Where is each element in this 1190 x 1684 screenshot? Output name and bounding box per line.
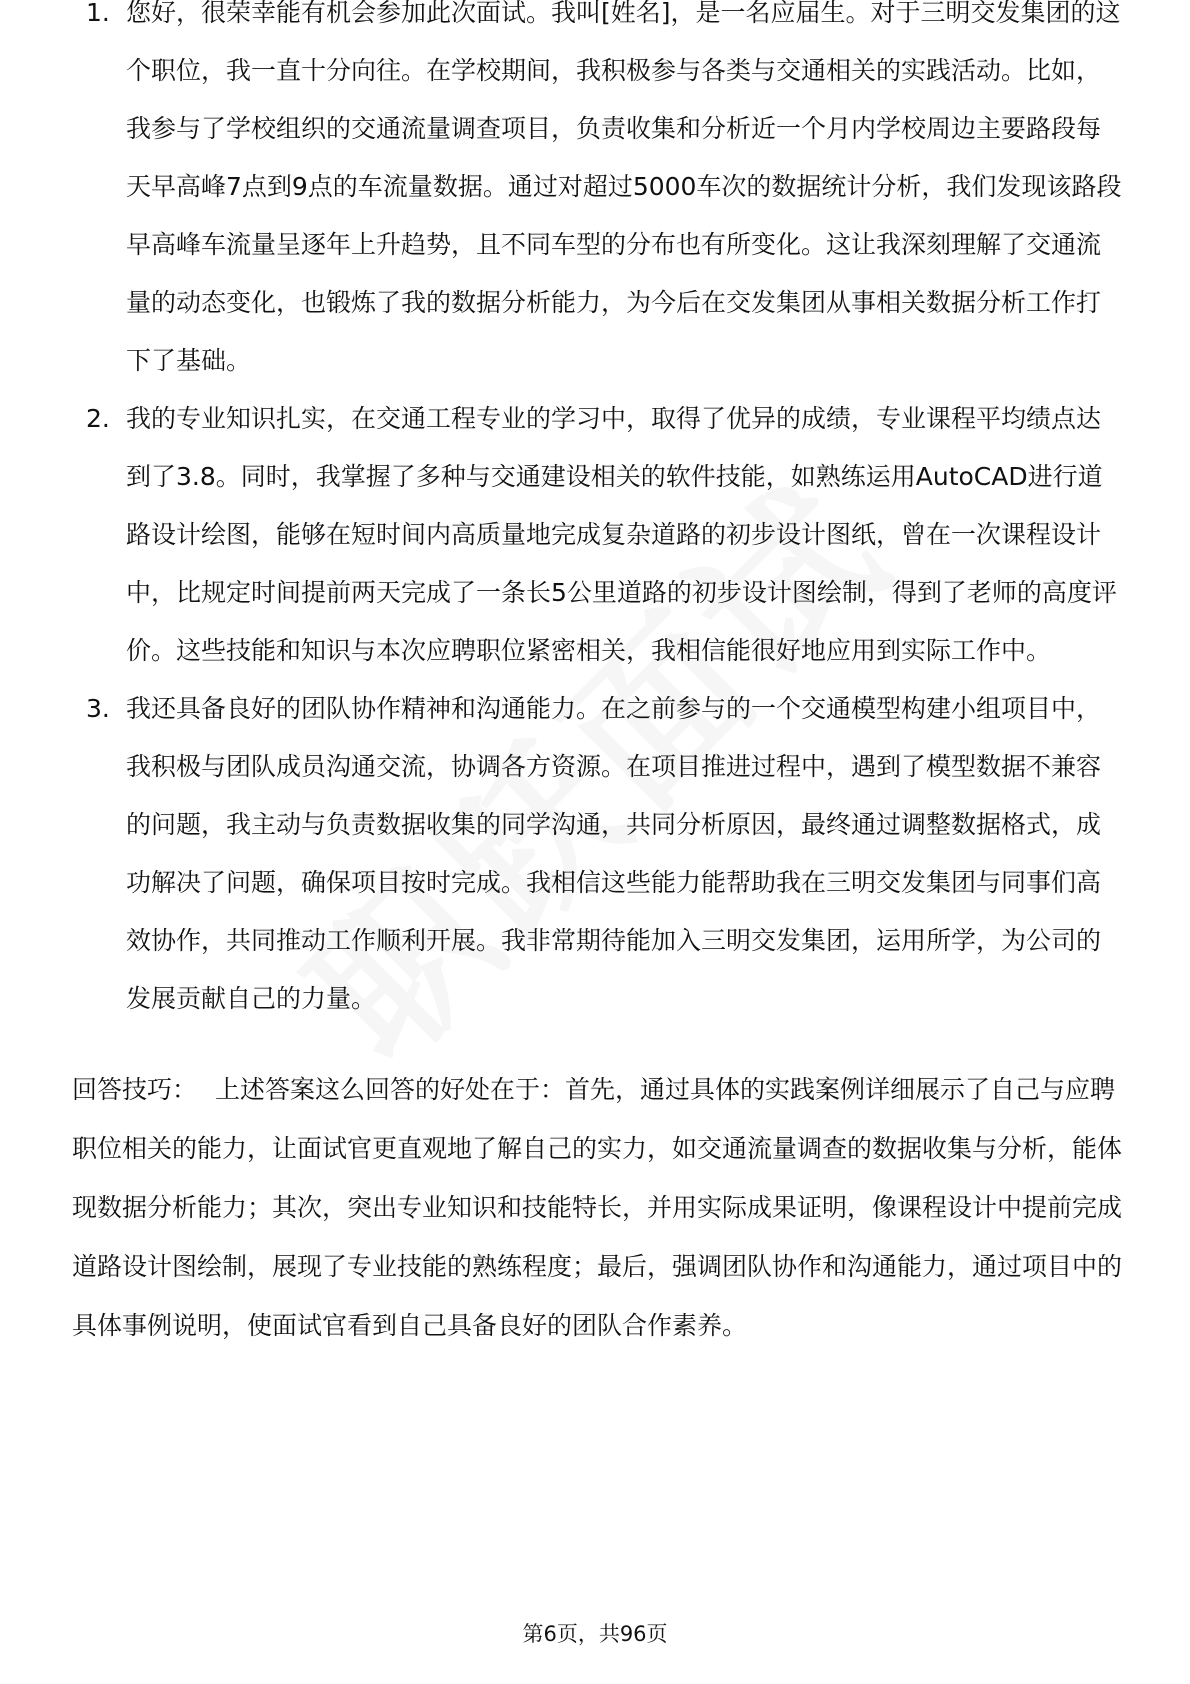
list-item-3 [72,680,1124,1028]
list-item-text: 我的专业知识扎实，在交通工程专业的学习中，取得了优异的成绩，专业课程平均绩点达到了3.8。同时，我掌握了多种与交通建设相关的软件技能，如熟练运用AutoCAD进行道路设计绘图，能够在短时间内高质量地完成复杂道路的初步设计图纸，曾在一次课程设计中，比规定时间提前两天完成了一条长5公里道路的初步设计图绘制，得到了老师的高度评价。这些技能和知识与本次应聘职位紧密相关，我相信能很好地应用到实际工作中。 [126,404,1117,665]
document-content [72,0,1124,1355]
list-item-2 [72,390,1124,680]
answer-tip-text: 上述答案这么回答的好处在于：首先，通过具体的实践案例详细展示了自己与应聘职位相关的能力，让面试官更直观地了解自己的实力，如交通流量调查的数据收集与分析，能体现数据分析能力；其次，突出专业知识和技能特长，并用实际成果证明，像课程设计中提前完成道路设计图绘制，展现了专业技能的熟练程度；最后，强调团队协作和沟通能力，通过项目中的具体事例说明，使面试官看到自己具备良好的团队合作素养。 [72,1075,1123,1340]
page-footer: 第6页，共96页 [522,1622,668,1646]
list-item-text: 您好，很荣幸能有机会参加此次面试。我叫[姓名]，是一名应届生。对于三明交发集团的这个职位，我一直十分向往。在学校期间，我积极参与各类与交通相关的实践活动。比如，我参与了学校组织的交通流量调查项目，负责收集和分析近一个月内学校周边主要路段每天早高峰7点到9点的车流量数据。通过对超过5000车次的数据统计分析，我们发现该路段早高峰车流量呈逐年上升趋势，且不同车型的分布也有所变化。这让我深刻理解了交通流量的动态变化，也锻炼了我的数据分析能力，为今后在交发集团从事相关数据分析工作打下了基础。 [126,0,1122,375]
list-item-number: 3. [86,694,110,723]
answer-tip [72,1060,1124,1355]
list-item-text: 我还具备良好的团队协作精神和沟通能力。在之前参与的一个交通模型构建小组项目中，我积极与团队成员沟通交流，协调各方资源。在项目推进过程中，遇到了模型数据不兼容的问题，我主动与负责数据收集的同学沟通，共同分析原因，最终通过调整数据格式，成功解决了问题，确保项目按时完成。我相信这些能力能帮助我在三明交发集团与同事们高效协作，共同推动工作顺利开展。我非常期待能加入三明交发集团，运用所学，为公司的发展贡献自己的力量。 [126,694,1102,1013]
list-item-number: 1. [86,0,110,27]
answer-tip-label: 回答技巧： [72,1075,198,1104]
list-item-1 [72,0,1124,390]
list-item-number: 2. [86,404,110,433]
